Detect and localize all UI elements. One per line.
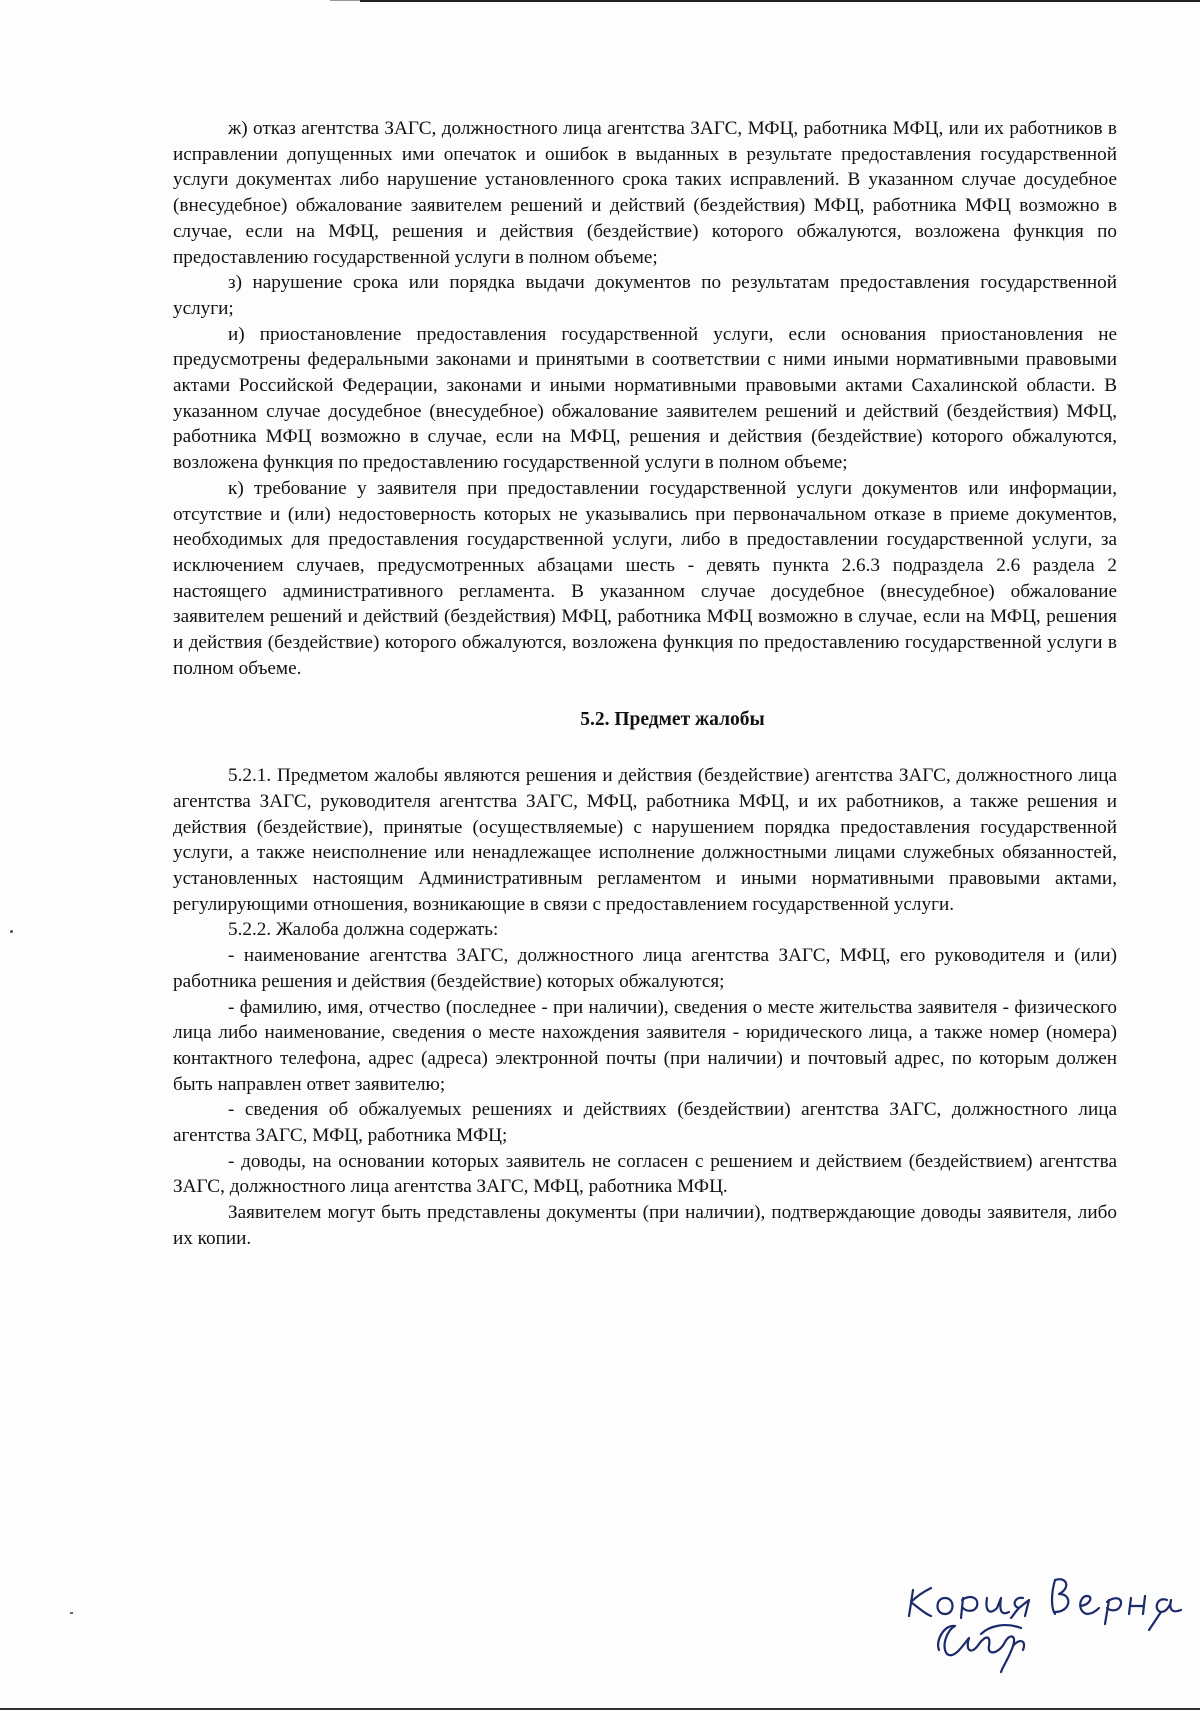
paragraph-i: и) приостановление предоставления государственной услуги, если основания приостановления не предусмотрены федеральными законами и принятыми в соответствии с ними иными нормативными правовыми актами Российской Федерации, законами и иными нормативными правовыми актами Сахалинской области. В указанном случае досудебное (внесудебное) обжалование заявителем решений и действий (бездействия) МФЦ, работника МФЦ возможно в случае, если на МФЦ, решения и действия (бездействие) которого обжалуются, возложена функция по предоставлению государственной услуги в полном объеме; — [173, 323, 1117, 474]
handwriting-strokes — [909, 1579, 1181, 1672]
margin-speck — [70, 1612, 73, 1614]
scan-top-edge — [360, 0, 1200, 2]
handwritten-certification — [905, 1550, 1195, 1680]
scan-bottom-edge — [0, 1708, 1200, 1710]
paragraph-documents: Заявителем могут быть представлены документы (при наличии), подтверждающие доводы заявителя, либо их копии. — [173, 1202, 1117, 1249]
list-item-decisions: - сведения об обжалуемых решениях и действиях (бездействии) агентства ЗАГС, должностного лица агентства ЗАГС, МФЦ, работника МФЦ; — [173, 1099, 1117, 1147]
paragraph-zh: ж) отказ агентства ЗАГС, должностного лица агентства ЗАГС, МФЦ, работника МФЦ, или их работников в исправлении допущенных ими опечаток и ошибок в выданных в результате предоставления государственной услуги документах либо нарушение установленного срока таких исправлений. В указанном случае досудебное (внесудебное) обжалование заявителем решений и действий (бездействия) МФЦ, работника МФЦ возможно в случае, если на МФЦ, решения и действия (бездействие) которого обжалуются, возложена функция по предоставлению государственной услуги в полном объеме; — [173, 118, 1117, 268]
paragraph-5-2-1: 5.2.1. Предметом жалобы являются решения и действия (бездействие) агентства ЗАГС, должностного лица агентства ЗАГС, руководителя агентства ЗАГС, МФЦ, работника МФЦ, и их работников, а также решения и действия (бездействие), принятые (осуществляемые) с нарушением порядка предоставления государственной услуги, а также неисполнение или ненадлежащее исполнение должностными лицами служебных обязанностей, установленных настоящим Административным регламентом и иными нормативными правовыми актами, регулирующими отношения, возникающие в связи с предоставлением государственной услуги. — [173, 765, 1117, 915]
paragraph-z: з) нарушение срока или порядка выдачи документов по результатам предоставления государственной услуги; — [173, 272, 1117, 319]
document-body — [173, 116, 1117, 1252]
paragraph-5-2-2: 5.2.2. Жалоба должна содержать: — [228, 919, 499, 941]
list-item-applicant: - фамилию, имя, отчество (последнее - при наличии), сведения о месте жительства заявителя - физического лица либо наименование, сведения о месте нахождения заявителя - юридического лица, а также номер (номера) контактного телефона, адрес (адреса) электронной почты (при наличии) и почтовый адрес, по которым должен быть направлен ответ заявителю; — [173, 996, 1117, 1095]
margin-speck — [10, 930, 13, 933]
list-item-arguments: - доводы, на основании которых заявитель не согласен с решением и действием (бездействием) агентства ЗАГС, должностного лица агентства ЗАГС, МФЦ, работника МФЦ. — [173, 1150, 1117, 1198]
list-item-name: - наименование агентства ЗАГС, должностного лица агентства ЗАГС, МФЦ, его руководителя и (или) работника решения и действия (бездействие) которых обжалуются; — [173, 945, 1117, 992]
section-heading: 5.2. Предмет жалобы — [580, 709, 765, 731]
paragraph-k: к) требование у заявителя при предоставлении государственной услуги документов или информации, отсутствие и (или) недостоверность которых не указывались при первоначальном отказе в приеме документов, необходимых для предоставления государственной услуги, либо в предоставлении государственной услуги, за исключением случаев, предусмотренных абзацами шесть - девять пункта 2.6.3 подраздела 2.6 раздела 2 настоящего административного регламента. В указанном случае досудебное (внесудебное) обжалование заявителем решений и действий (бездействия) МФЦ, работника МФЦ возможно в случае, если на МФЦ, решения и действия (бездействие) которого обжалуются, возложена функция по предоставлению государственной услуги в полном объеме. — [173, 477, 1117, 679]
